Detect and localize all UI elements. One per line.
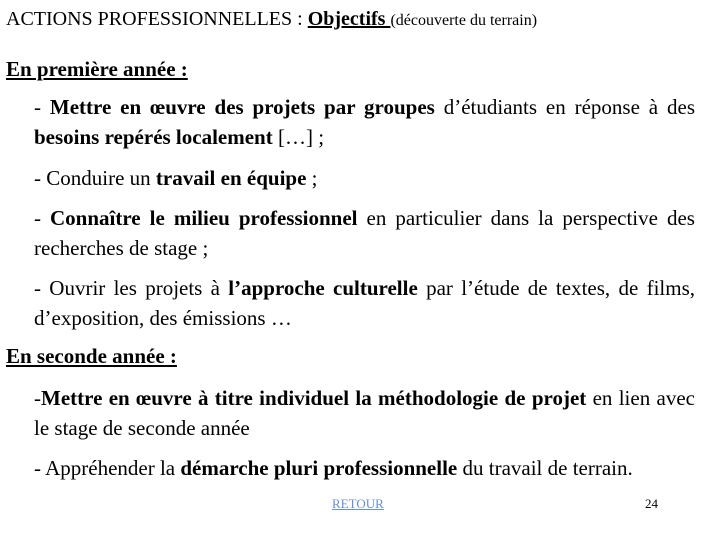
item-bold-text: démarche pluri professionnelle: [180, 456, 458, 480]
item-text: en particulier dans la perspective des recherches de stage ;: [34, 206, 695, 260]
title-main: ACTIONS PROFESSIONNELLES :: [6, 8, 308, 30]
item-text: - Appréhender la: [34, 456, 181, 480]
page-number: 24: [645, 496, 658, 511]
item-bold-text: travail en équipe: [155, 166, 307, 190]
first-year-item-2: [34, 163, 695, 193]
first-year-item-1: [34, 92, 695, 152]
second-year-item-1: [34, 383, 695, 443]
first-year-item-4: [34, 273, 695, 333]
item-bold-text: Mettre en œuvre à titre individuel la méthodologie de projet: [41, 386, 587, 410]
second-year-heading: En seconde année :: [6, 344, 177, 368]
item-text: d’étudiants en réponse à des: [434, 95, 695, 119]
second-year-item-2: [34, 453, 695, 483]
title-objectifs: Objectifs: [307, 8, 391, 30]
item-text: du travail de terrain.: [457, 456, 633, 480]
item-text: -: [34, 95, 50, 119]
retour-link[interactable]: RETOUR: [332, 496, 384, 511]
item-text: - Ouvrir les projets à: [34, 276, 229, 300]
item-text: par l’étude de textes, de films, d’exposition, des émissions …: [34, 276, 695, 330]
page-title: [6, 8, 537, 31]
item-text: - Conduire un: [34, 166, 156, 190]
item-text: en lien avec le stage de seconde année: [34, 386, 695, 440]
item-text: ;: [306, 166, 318, 190]
first-year-item-3: [34, 203, 695, 263]
first-year-heading: En première année :: [6, 57, 188, 81]
item-text: […] ;: [272, 125, 325, 149]
item-text: -: [34, 386, 41, 410]
item-text: -: [34, 206, 51, 230]
item-bold-text: Connaître le milieu professionnel: [50, 206, 358, 230]
item-bold-text: besoins repérés localement: [34, 125, 273, 149]
title-note: (découverte du terrain): [390, 12, 538, 29]
item-bold-text: Mettre en œuvre des projets par groupes: [49, 95, 435, 119]
item-bold-text: l’approche culturelle: [228, 276, 418, 300]
